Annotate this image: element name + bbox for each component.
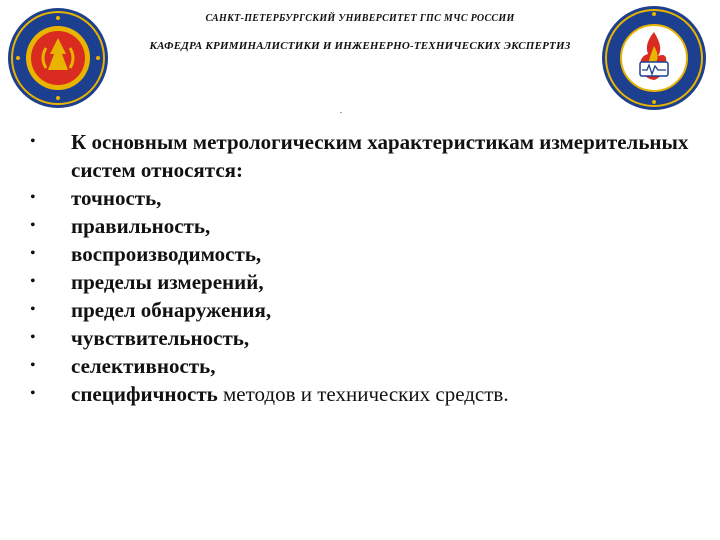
list-item: [30, 128, 710, 184]
bullet-icon: •: [30, 329, 36, 346]
bullet-icon: •: [30, 357, 36, 374]
bullet-icon: •: [30, 189, 36, 206]
department-emblem-icon: [600, 4, 708, 112]
bullet-icon: •: [30, 133, 36, 150]
department-name: КАФЕДРА КРИМИНАЛИСТИКИ И ИНЖЕНЕРНО-ТЕХНИЧЕСКИХ ЭКСПЕРТИЗ: [149, 40, 571, 52]
bullet-icon: •: [30, 245, 36, 262]
list-item-text: пределы измерений,: [71, 270, 264, 294]
bullet-icon: •: [30, 301, 36, 318]
list-item: [30, 296, 710, 324]
list-item-text: точность,: [71, 186, 162, 210]
bullet-list: [30, 128, 710, 408]
list-item-text: воспроизводимость,: [71, 242, 262, 266]
bullet-icon: •: [30, 217, 36, 234]
list-item: [30, 212, 710, 240]
bullet-icon: •: [30, 385, 36, 402]
list-item: [30, 240, 710, 268]
list-item-text: чувствительность,: [71, 326, 250, 350]
list-item: [30, 380, 710, 408]
separator-dot: .: [340, 106, 342, 115]
list-item-text: правильность,: [71, 214, 211, 238]
list-item-text: [71, 380, 710, 408]
list-item-text: селективность,: [71, 354, 216, 378]
last-item-bold: специфичность: [71, 382, 218, 406]
list-item: [30, 184, 710, 212]
university-emblem-icon: [6, 4, 110, 112]
list-item: [30, 324, 710, 352]
list-intro: К основным метрологическим характеристикам измерительных систем относятся:: [71, 130, 689, 182]
list-item: [30, 352, 710, 380]
university-name: САНКТ-ПЕТЕРБУРГСКИЙ УНИВЕРСИТЕТ ГПС МЧС РОССИИ: [205, 13, 515, 24]
list-item-text: предел обнаружения,: [71, 298, 272, 322]
list-item: [30, 268, 710, 296]
bullet-icon: •: [30, 273, 36, 290]
last-item-rest: методов и технических средств.: [217, 382, 509, 406]
